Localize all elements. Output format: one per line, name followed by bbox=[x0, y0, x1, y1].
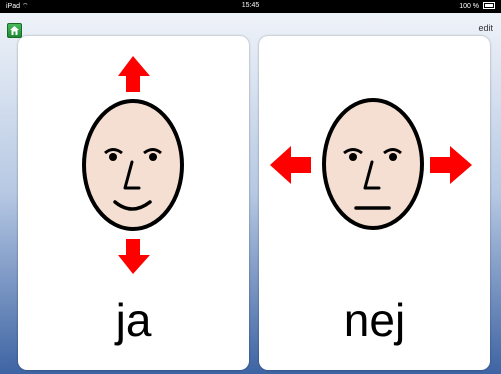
status-time: 15:45 bbox=[241, 2, 260, 9]
face-nod-yes-icon bbox=[18, 36, 249, 296]
status-bar bbox=[0, 0, 501, 13]
edit-button[interactable]: edit bbox=[478, 23, 493, 33]
arrow-up-icon bbox=[118, 56, 150, 92]
home-icon bbox=[9, 25, 20, 36]
status-battery bbox=[459, 2, 495, 10]
battery-icon bbox=[483, 2, 495, 9]
arrow-right-icon bbox=[430, 146, 472, 184]
card-no[interactable] bbox=[259, 36, 490, 370]
battery-percent: 100 % bbox=[459, 3, 480, 10]
card-label-yes: ja bbox=[115, 294, 152, 346]
device-name: iPad bbox=[6, 3, 21, 10]
wifi-icon: ⌔ bbox=[21, 3, 29, 10]
arrow-down-icon bbox=[118, 239, 150, 274]
arrow-left-icon bbox=[270, 146, 311, 184]
card-yes[interactable] bbox=[18, 36, 249, 370]
face-shake-no-icon bbox=[259, 36, 490, 296]
card-label-no: nej bbox=[343, 294, 406, 346]
